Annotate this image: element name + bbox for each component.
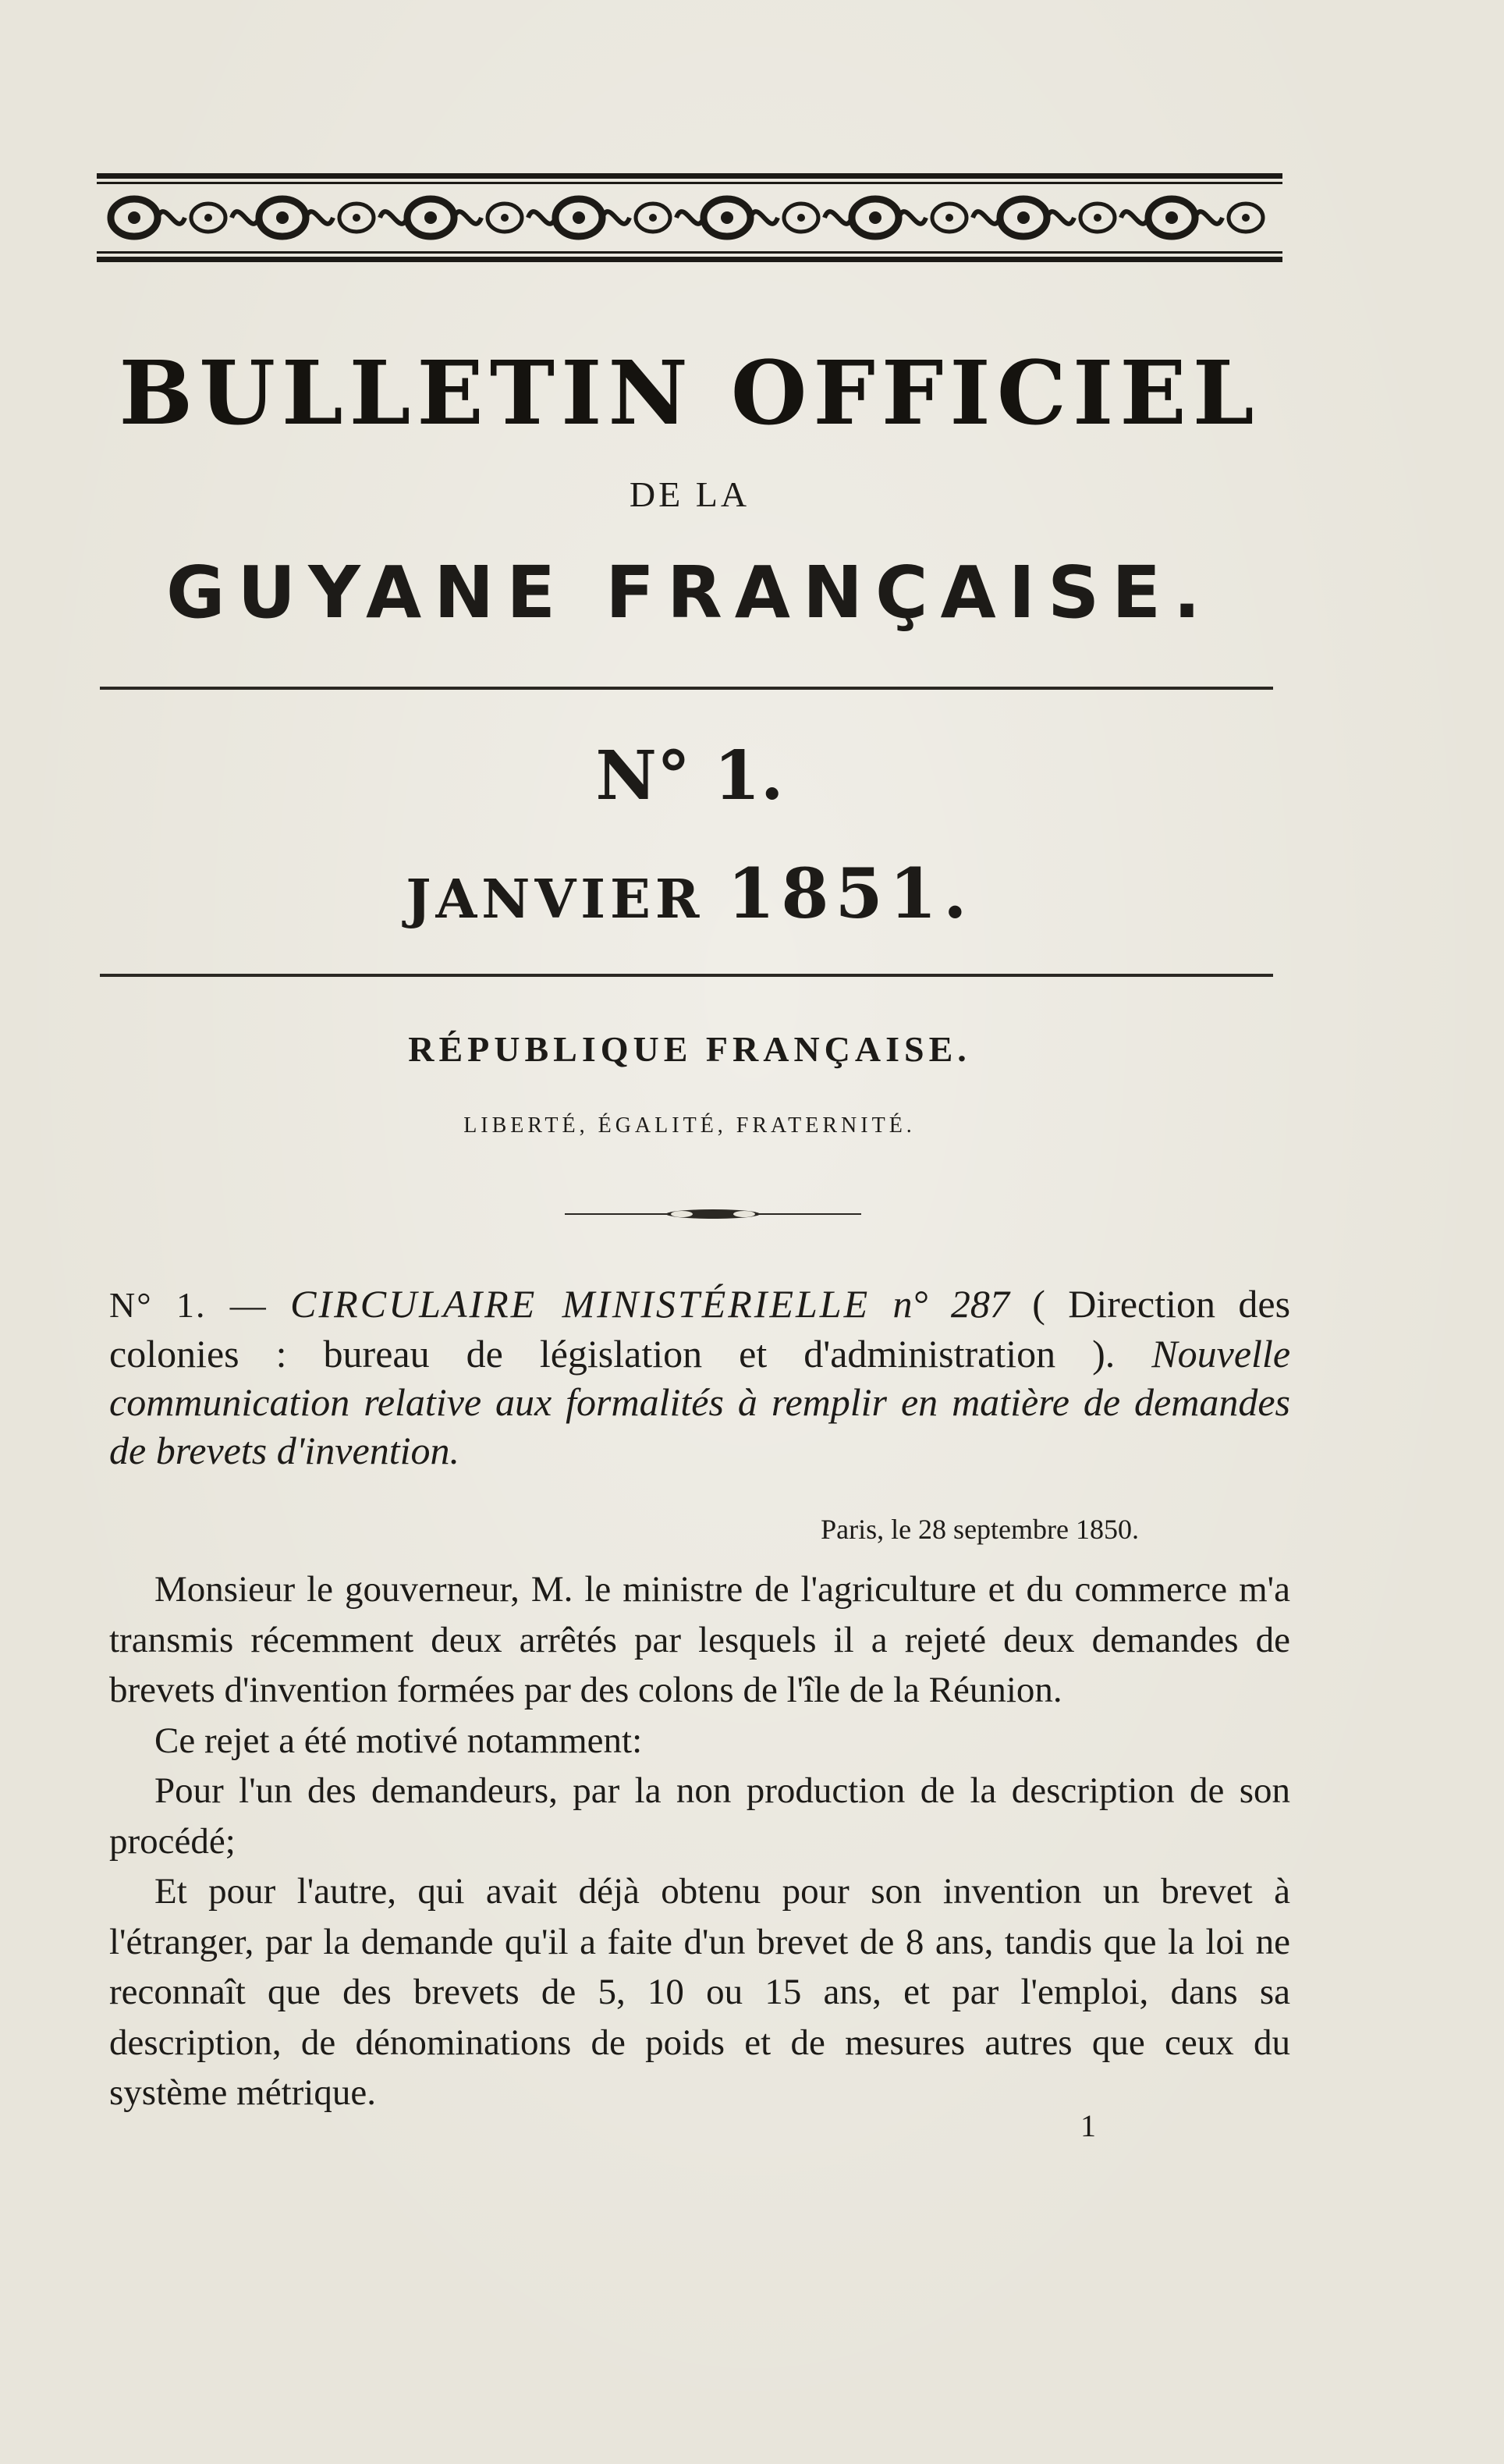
ornament-dot bbox=[424, 211, 437, 224]
article-number: N° 1. — bbox=[109, 1285, 268, 1325]
ornament-dot bbox=[276, 211, 289, 224]
ornament-dot bbox=[204, 214, 212, 222]
ornament-scroll bbox=[1195, 211, 1222, 224]
ornament-scroll bbox=[528, 211, 555, 224]
ornament-dot bbox=[945, 214, 953, 222]
header-rule-bottom bbox=[100, 974, 1273, 977]
ornament-dot bbox=[353, 214, 360, 222]
ornament-scroll bbox=[676, 211, 704, 224]
paragraph: Et pour l'autre, qui avait déjà obtenu pour son invention un brevet à l'étranger, par la demande qu'il a faite d'un brevet de 8 ans, tandis que la loi ne reconnaît que des brevets de 5, 10 ou 15 ans, et par l'emploi, dans sa description, de dénominations de poids et de mesures autres que ceux du système métrique. bbox=[109, 1871, 1290, 2113]
ornament-dot bbox=[1017, 211, 1030, 224]
ornament-dot bbox=[501, 214, 509, 222]
paragraph: Pour l'un des demandeurs, par la non production de la description de son procédé; bbox=[109, 1770, 1290, 1862]
ornament-dot bbox=[1242, 214, 1250, 222]
ornament-scroll bbox=[306, 211, 333, 224]
ornament-dot bbox=[1094, 214, 1101, 222]
ornament-scroll bbox=[380, 211, 407, 224]
ornament-scroll bbox=[602, 211, 630, 224]
ornament-dot bbox=[573, 211, 585, 224]
page-number: 1 bbox=[1080, 2108, 1096, 2143]
ornament-scroll bbox=[750, 211, 778, 224]
ornament-scroll bbox=[1047, 211, 1074, 224]
ornament-scroll bbox=[825, 211, 852, 224]
article-body bbox=[109, 1564, 1290, 2118]
republic-heading: RÉPUBLIQUE FRANÇAISE. bbox=[408, 1029, 971, 1069]
article-dateline: Paris, le 28 septembre 1850. bbox=[821, 1514, 1139, 1545]
bulletin-title: BULLETIN OFFICIEL bbox=[119, 343, 1261, 445]
article-subject: Nouvelle communication relative aux formalités à remplir en matière de demandes de brevets d'invention. bbox=[109, 1332, 1291, 1472]
ornament-dot bbox=[128, 211, 140, 224]
issue-month: JANVIER bbox=[406, 868, 704, 931]
ornament-dot bbox=[869, 211, 881, 224]
ornament-dot bbox=[721, 211, 733, 224]
header-rule-top bbox=[100, 687, 1273, 690]
issue-year: 1851. bbox=[727, 853, 974, 934]
colony-title: GUYANE FRANÇAISE. bbox=[166, 551, 1213, 634]
ornament-dot bbox=[797, 214, 805, 222]
issue-number: N° 1. bbox=[595, 737, 784, 815]
ornamental-divider bbox=[565, 1206, 861, 1222]
republic-motto: LIBERTÉ, ÉGALITÉ, FRATERNITÉ. bbox=[463, 1113, 916, 1138]
ornamental-header-band bbox=[97, 173, 1282, 262]
article-title: CIRCULAIRE MINISTÉRIELLE bbox=[290, 1282, 871, 1326]
ornament-dot bbox=[649, 214, 657, 222]
ornament-scroll bbox=[1121, 211, 1148, 224]
issue-date bbox=[97, 850, 1282, 943]
paragraph: Monsieur le gouverneur, M. le ministre de l'agriculture et du commerce m'a transmis récemment deux arrêtés par lesquels il a rejeté deux demandes de brevets d'invention formées par des colons de l'île de la Réunion. bbox=[109, 1569, 1290, 1710]
ornament-dot bbox=[1165, 211, 1178, 224]
ornament-scroll bbox=[899, 211, 926, 224]
title-connector: DE LA bbox=[629, 474, 750, 514]
ornament-scroll bbox=[158, 211, 185, 224]
ornament-scroll bbox=[232, 211, 259, 224]
article-heading bbox=[109, 1280, 1290, 1475]
ornament-scroll bbox=[973, 211, 1000, 224]
circular-number: n° 287 bbox=[892, 1282, 1009, 1326]
article-direction: ( Direction des colonies : bureau de législation et d'administration ). bbox=[109, 1282, 1291, 1376]
paragraph: Ce rejet a été motivé notamment: bbox=[154, 1720, 643, 1761]
ornament-scroll bbox=[454, 211, 481, 224]
